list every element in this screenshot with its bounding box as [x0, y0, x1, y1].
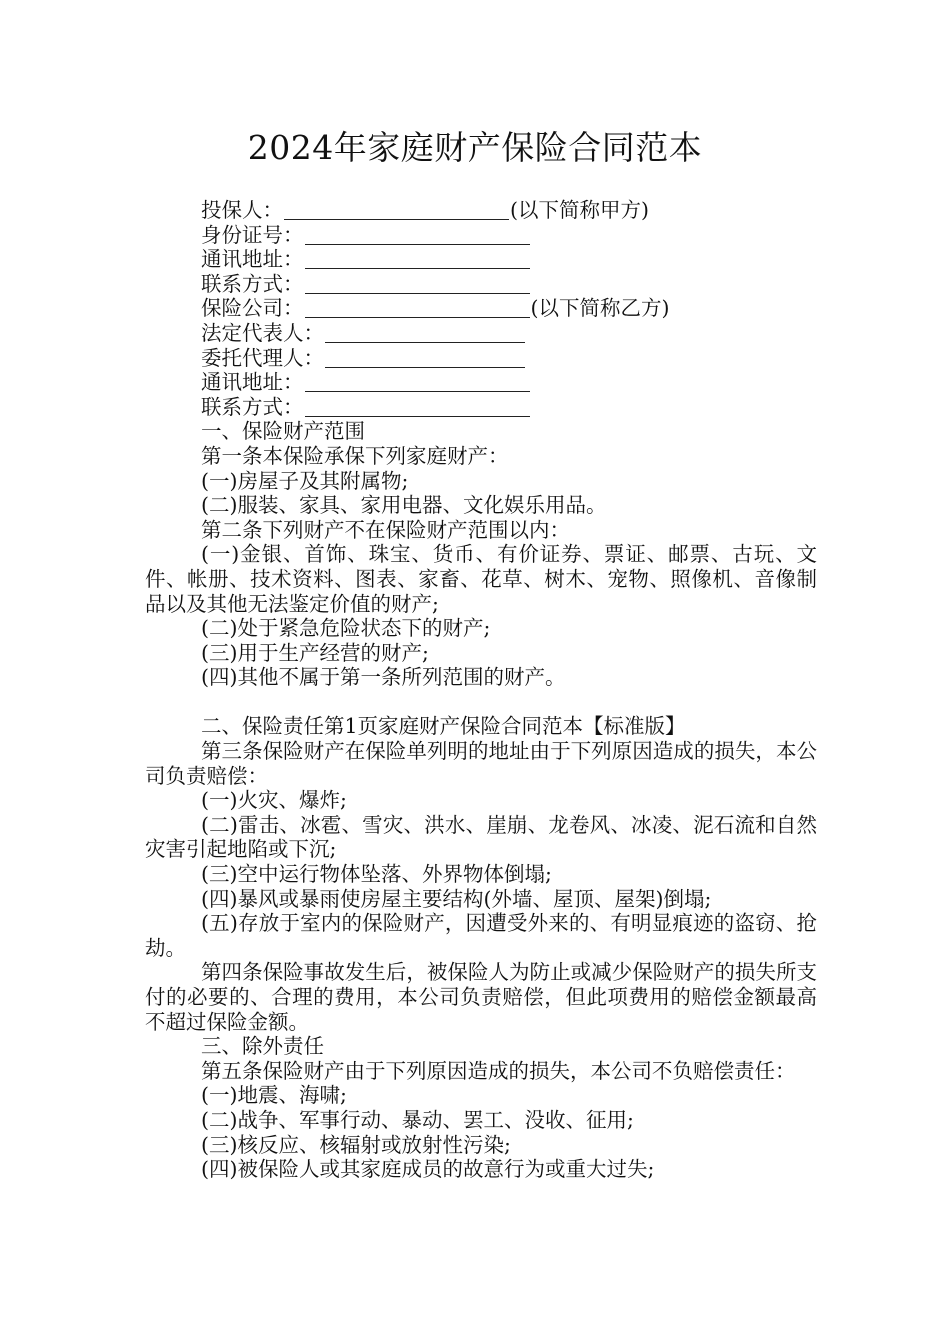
insurer-blank	[305, 297, 530, 318]
legal-rep-label: 法定代表人：	[201, 320, 324, 345]
article-3-item-2: (二)雷击、冰雹、雪灾、洪水、崖崩、龙卷风、冰凌、泥石流和自然灾害引起地陷或下沉;	[145, 812, 817, 862]
article-1-item-1: (一)房屋子及其附属物;	[201, 468, 409, 493]
contact-blank-1	[305, 273, 530, 294]
legal-rep-line	[145, 321, 817, 346]
article-4: 第四条保险事故发生后，被保险人为防止或减少保险财产的损失所支付的必要的、合理的费用，本公司负责赔偿，但此项费用的赔偿金额最高不超过保险金额。	[145, 960, 817, 1034]
article-2-item-3: (三)用于生产经营的财产;	[201, 640, 429, 665]
article-2: 第二条下列财产不在保险财产范围以内：	[201, 517, 570, 542]
legal-rep-blank	[325, 322, 525, 343]
article-5-item-2: (二)战争、军事行动、暴动、罢工、没收、征用;	[201, 1107, 634, 1132]
agent-blank	[325, 347, 525, 368]
article-3-item-5: (五)存放于室内的保险财产，因遭受外来的、有明显痕迹的盗窃、抢劫。	[145, 911, 817, 960]
contact-label-1: 联系方式：	[201, 271, 304, 296]
article-1: 第一条本保险承保下列家庭财产：	[201, 443, 509, 468]
article-3: 第三条保险财产在保险单列明的地址由于下列原因造成的损失，本公司负责赔偿：	[145, 739, 817, 788]
id-number-line	[145, 223, 817, 248]
contact-blank-2	[305, 396, 530, 417]
article-1-item-2: (二)服装、家具、家用电器、文化娱乐用品。	[201, 493, 607, 518]
insurer-suffix: (以下简称乙方)	[530, 296, 670, 321]
address-line-2	[145, 370, 817, 395]
section2-heading: 二、保险责任第1页家庭财产保险合同范本【标准版】	[201, 714, 686, 739]
contact-label-2: 联系方式：	[201, 394, 304, 419]
contact-line-2	[145, 395, 817, 420]
insured-suffix: (以下简称甲方)	[510, 198, 649, 222]
article-3-item-4: (四)暴风或暴雨使房屋主要结构(外墙、屋顶、屋架)倒塌;	[201, 886, 712, 911]
article-5-item-4: (四)被保险人或其家庭成员的故意行为或重大过失;	[201, 1157, 655, 1182]
address-label-1: 通讯地址：	[201, 247, 304, 272]
document-body	[145, 198, 817, 1182]
document-title: 2024年家庭财产保险合同范本	[247, 128, 703, 167]
article-2-item-1: (一)金银、首饰、珠宝、货币、有价证券、票证、邮票、古玩、文件、帐册、技术资料、图表、家畜、花草、树木、宠物、照像机、音像制品以及其他无法鉴定价值的财产;	[145, 542, 817, 616]
address-blank-1	[305, 248, 530, 269]
insured-line	[145, 198, 817, 223]
agent-label: 委托代理人：	[201, 345, 324, 370]
id-number-label: 身份证号：	[201, 222, 304, 247]
id-number-blank	[305, 224, 530, 245]
insurer-line	[145, 296, 817, 321]
section1-heading: 一、保险财产范围	[201, 419, 365, 444]
contact-line-1	[145, 272, 817, 297]
article-3-item-3: (三)空中运行物体坠落、外界物体倒塌;	[201, 862, 552, 887]
article-5-item-1: (一)地震、海啸;	[201, 1083, 347, 1108]
insured-label: 投保人：	[201, 198, 283, 222]
article-3-item-1: (一)火灾、爆炸;	[201, 788, 347, 813]
article-2-item-2: (二)处于紧急危险状态下的财产;	[201, 616, 491, 641]
insurer-label: 保险公司：	[201, 296, 304, 321]
section3-heading: 三、除外责任	[201, 1034, 324, 1059]
address-line-1	[145, 247, 817, 272]
blank-spacer	[145, 690, 817, 715]
agent-line	[145, 346, 817, 371]
insured-blank	[284, 199, 509, 220]
article-5-item-3: (三)核反应、核辐射或放射性污染;	[201, 1132, 511, 1157]
article-5: 第五条保险财产由于下列原因造成的损失，本公司不负赔偿责任：	[201, 1058, 796, 1083]
address-label-2: 通讯地址：	[201, 370, 304, 395]
address-blank-2	[305, 371, 530, 392]
article-2-item-4: (四)其他不属于第一条所列范围的财产。	[201, 665, 566, 690]
